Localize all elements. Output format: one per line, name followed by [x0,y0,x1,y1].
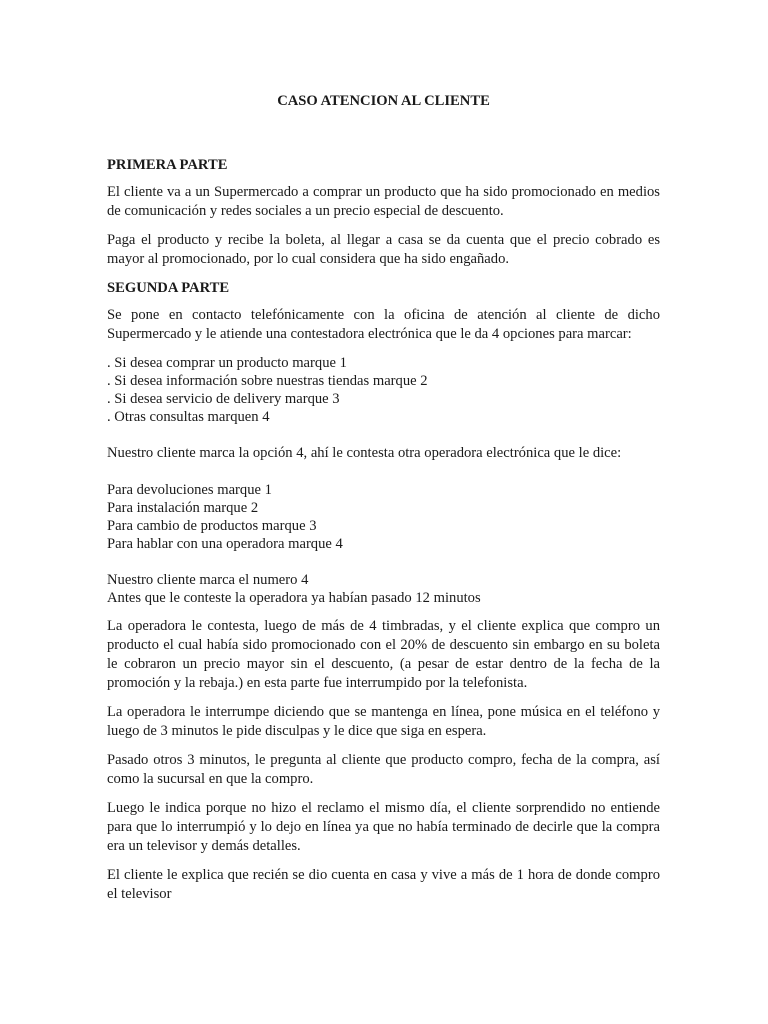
paragraph: Paga el producto y recibe la boleta, al llegar a casa se da cuenta que el precio cobrado es mayor al promocionado, por lo cual considera que ha sido engañado. [107,232,660,267]
list-item: . Si desea servicio de delivery marque 3 [107,391,340,407]
paragraph: La operadora le contesta, luego de más de 4 timbradas, y el cliente explica que compro un producto el cual había sido promocionado con el 20% de descuento sin embargo en su boleta le cobraron un precio mayor sin el descuento, (a pesar de estar dentro de la fecha de la promoción y la rebaja.) en esta parte fue interrumpido por la telefonista. [107,618,660,691]
phone-menu-options [107,354,660,426]
document-page [107,92,660,914]
list-item: . Si desea información sobre nuestras tiendas marque 2 [107,373,428,389]
list-item: Para devoluciones marque 1 [107,482,272,498]
paragraph: El cliente le explica que recién se dio cuenta en casa y vive a más de 1 hora de donde compro el televisor [107,867,660,902]
text-line: Nuestro cliente marca el numero 4 [107,572,309,588]
list-item: Para instalación marque 2 [107,500,259,516]
list-item: Para cambio de productos marque 3 [107,518,317,534]
operator-menu-options [107,481,660,553]
paragraph: Luego le indica porque no hizo el reclamo el mismo día, el cliente sorprendido no entiende para que lo interrumpió y lo dejo en línea ya que no había terminado de decirle que la compra era un televisor y demás detalles. [107,800,660,854]
list-item: . Si desea comprar un producto marque 1 [107,355,347,371]
paragraph: Pasado otros 3 minutos, le pregunta al cliente que producto compro, fecha de la compra, así como la sucursal en que la compro. [107,752,660,787]
paragraph: Se pone en contacto telefónicamente con la oficina de atención al cliente de dicho Supermercado y le atiende una contestadora electrónica que le da 4 opciones para marcar: [107,307,660,342]
text-line: Antes que le conteste la operadora ya habían pasado 12 minutos [107,590,481,606]
list-item: Para hablar con una operadora marque 4 [107,536,343,552]
document-title: CASO ATENCION AL CLIENTE [277,93,490,109]
paragraph: El cliente va a un Supermercado a comprar un producto que ha sido promocionado en medios de comunicación y redes sociales a un precio especial de descuento. [107,184,660,219]
section-heading-part1: PRIMERA PARTE [107,157,228,173]
section-heading-part2: SEGUNDA PARTE [107,280,230,296]
call-status-block [107,571,660,607]
list-item: . Otras consultas marquen 4 [107,409,270,425]
paragraph: La operadora le interrumpe diciendo que se mantenga en línea, pone música en el teléfono y luego de 3 minutos le pide disculpas y le dice que siga en espera. [107,704,660,739]
paragraph: Nuestro cliente marca la opción 4, ahí le contesta otra operadora electrónica que le dice: [107,445,622,461]
